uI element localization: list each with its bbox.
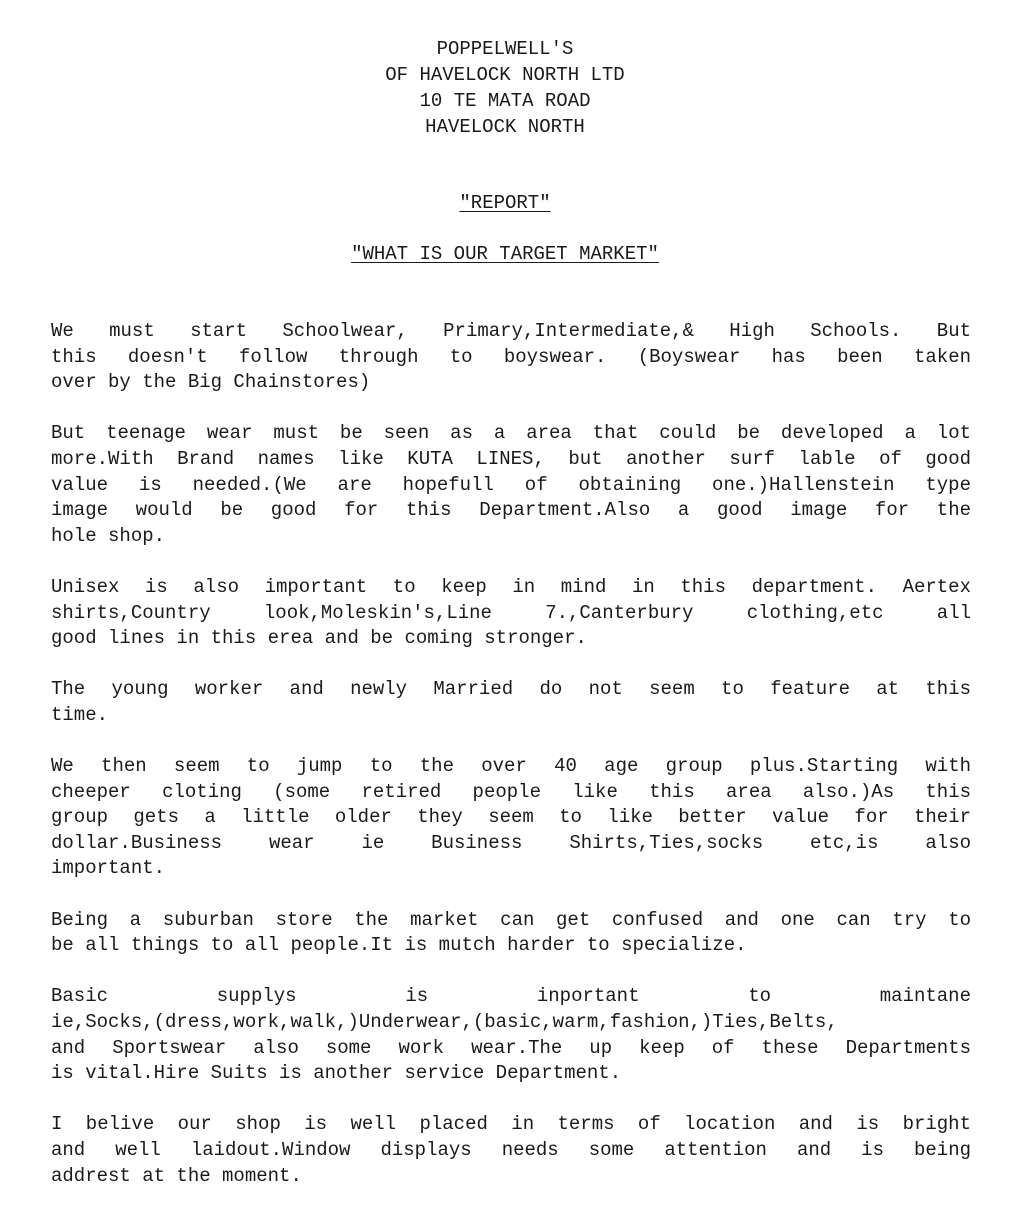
- report-subtitle-text: "WHAT IS OUR TARGET MARKET": [351, 243, 659, 265]
- text-line: is vital.Hire Suits is another service Department.: [51, 1062, 622, 1085]
- text-line: addrest at the moment.: [51, 1164, 302, 1187]
- street-address: 10 TE MATA ROAD: [419, 90, 591, 112]
- text-line: important.: [51, 857, 166, 880]
- text-line: ie,Socks,(dress,work,walk,)Underwear,(basic,warm,fashion,)Ties,Belts,: [51, 1011, 838, 1034]
- paragraph-shop-location: [51, 1112, 971, 1189]
- text-line: group gets a little older they seem to like better value for their: [51, 806, 971, 829]
- text-line: and well laidout.Window displays needs some attention and is being: [51, 1139, 971, 1161]
- paragraph-young-worker: [51, 677, 971, 728]
- report-title: [0, 191, 1010, 215]
- text-line: good lines in this erea and be coming stronger.: [51, 627, 587, 650]
- text-line: more.With Brand names like KUTA LINES, but another surf lable of good: [51, 447, 971, 470]
- text-line: over by the Big Chainstores): [51, 371, 371, 394]
- text-line: Basic supplys is inportant to maintane: [51, 985, 971, 1008]
- town: HAVELOCK NORTH: [425, 116, 585, 138]
- text-line: time.: [51, 703, 109, 726]
- paragraph-teenage-wear: [51, 421, 971, 549]
- report-subtitle: [0, 242, 1010, 266]
- text-line: dollar.Business wear ie Business Shirts,Ties,socks etc,is also: [51, 831, 971, 854]
- text-line: We then seem to jump to the over 40 age group plus.Starting with: [51, 755, 971, 778]
- text-line: We must start Schoolwear, Primary,Intermediate,& High Schools. But: [51, 320, 971, 342]
- text-line: Being a suburban store the market can get confused and one can try to: [51, 908, 971, 931]
- text-line: But teenage wear must be seen as a area that could be developed a lot: [51, 422, 971, 445]
- company-name: POPPELWELL'S: [436, 38, 574, 60]
- report-body: [51, 319, 971, 1215]
- paragraph-suburban-store: [51, 908, 971, 959]
- paragraph-schoolwear: [51, 319, 971, 396]
- company-legal-name: OF HAVELOCK NORTH LTD: [385, 64, 625, 86]
- text-line: cheeper cloting (some retired people like this area also.)As this: [51, 780, 971, 803]
- text-line: value is needed.(We are hopefull of obtaining one.)Hallenstein type: [51, 473, 971, 496]
- text-line: be all things to all people.It is mutch harder to specialize.: [51, 934, 747, 957]
- text-line: Unisex is also important to keep in mind in this department. Aertex: [51, 575, 971, 598]
- paragraph-unisex: [51, 575, 971, 652]
- text-line: I belive our shop is well placed in terms of location and is bright: [51, 1113, 971, 1136]
- letterhead: [0, 36, 1010, 140]
- text-line: shirts,Country look,Moleskin's,Line 7.,Canterbury clothing,etc all: [51, 601, 971, 624]
- report-title-text: "REPORT": [459, 192, 551, 214]
- text-line: The young worker and newly Married do not seem to feature at this: [51, 678, 971, 701]
- paragraph-over-40: [51, 754, 971, 882]
- text-line: this doesn't follow through to boyswear. (Boyswear has been taken: [51, 345, 971, 368]
- text-line: image would be good for this Department.Also a good image for the: [51, 499, 971, 522]
- text-line: and Sportswear also some work wear.The up keep of these Departments: [51, 1036, 971, 1059]
- paragraph-basic-supplies: [51, 984, 971, 1086]
- text-line: hole shop.: [51, 524, 166, 547]
